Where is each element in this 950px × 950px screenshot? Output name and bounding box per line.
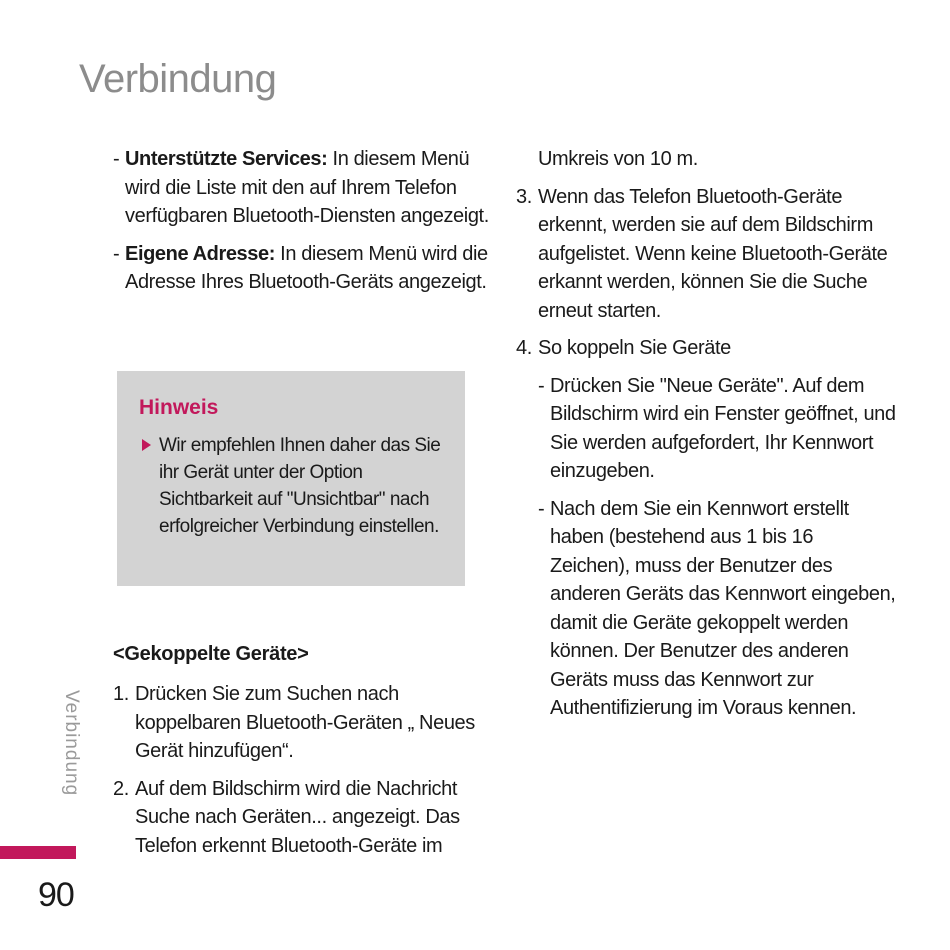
step-number: 1. bbox=[113, 683, 129, 705]
left-column bbox=[113, 145, 493, 306]
term-address: Eigene Adresse: bbox=[125, 242, 275, 265]
step-number: 4. bbox=[516, 337, 532, 359]
page-heading: Verbindung bbox=[79, 57, 277, 101]
step-text: Wenn das Telefon Bluetooth-Geräte erkennt, werden sie auf dem Bildschirm aufgelistet. Wenn keine Bluetooth-Geräte erkannt werden, können Sie die Suche erneut starten. bbox=[538, 185, 888, 322]
sub-item bbox=[516, 495, 896, 723]
note-box bbox=[117, 371, 465, 586]
step-item bbox=[516, 334, 896, 363]
step-text: Auf dem Bildschirm wird die Nachricht Suche nach Geräten... angezeigt. Das Telefon erkennt Bluetooth-Geräte im bbox=[135, 777, 460, 857]
right-column bbox=[516, 145, 896, 732]
note-title: Hinweis bbox=[139, 396, 219, 419]
bullet-dash: - bbox=[113, 242, 120, 265]
step-text: So koppeln Sie Geräte bbox=[538, 337, 731, 359]
note-item bbox=[142, 432, 457, 540]
step-number: 2. bbox=[113, 777, 129, 800]
bullet-dash: - bbox=[113, 148, 120, 170]
sub-item-text: Nach dem Sie ein Kennwort erstellt haben (bestehend aus 1 bis 16 Zeichen), muss der Benutzer des anderen Geräts das Kennwort eingeben, damit die Geräte gekoppelt werden können. Der Benutzer des anderen Geräts muss das Kennwort zur Authentifizierung im Voraus kennen. bbox=[550, 497, 896, 719]
bullet-dash: - bbox=[538, 374, 545, 397]
note-text: Wir empfehlen Ihnen daher das Sie ihr Gerät unter der Option Sichtbarkeit auf "Unsichtbar" nach erfolgreicher Verbindung einstellen. bbox=[159, 435, 441, 537]
bullet-dash: - bbox=[538, 497, 545, 520]
left-steps bbox=[113, 680, 493, 869]
step-text: Drücken Sie zum Suchen nach koppelbaren Bluetooth-Geräten „ Neues Gerät hinzufügen“. bbox=[135, 683, 475, 762]
side-accent-bar bbox=[0, 846, 76, 859]
step-item bbox=[113, 775, 493, 861]
sub-item-text: Drücken Sie "Neue Geräte". Auf dem Bildschirm wird ein Fenster geöffnet, und Sie werden aufgefordert, Ihr Kennwort einzugeben. bbox=[550, 374, 896, 482]
section-title: <Gekoppelte Geräte> bbox=[113, 643, 309, 665]
desc-address: In diesem Menü wird die Adresse Ihres Bluetooth-Geräts angezeigt. bbox=[125, 242, 488, 293]
step-number: 3. bbox=[516, 185, 532, 208]
bullet-item-address bbox=[113, 240, 493, 297]
step-item bbox=[113, 680, 493, 766]
sub-item bbox=[516, 372, 896, 486]
term-services: Unterstützte Services: bbox=[125, 148, 328, 170]
bullet-item-services bbox=[113, 145, 493, 231]
step-item bbox=[516, 183, 896, 326]
desc-services: In diesem Menü wird die Liste mit den auf Ihrem Telefon verfügbaren Bluetooth-Diensten angezeigt. bbox=[125, 148, 489, 227]
side-tab-label: Verbindung bbox=[61, 690, 82, 797]
triangle-bullet-icon bbox=[142, 439, 151, 451]
page-number: 90 bbox=[38, 876, 74, 914]
continuation-text: Umkreis von 10 m. bbox=[538, 148, 698, 170]
